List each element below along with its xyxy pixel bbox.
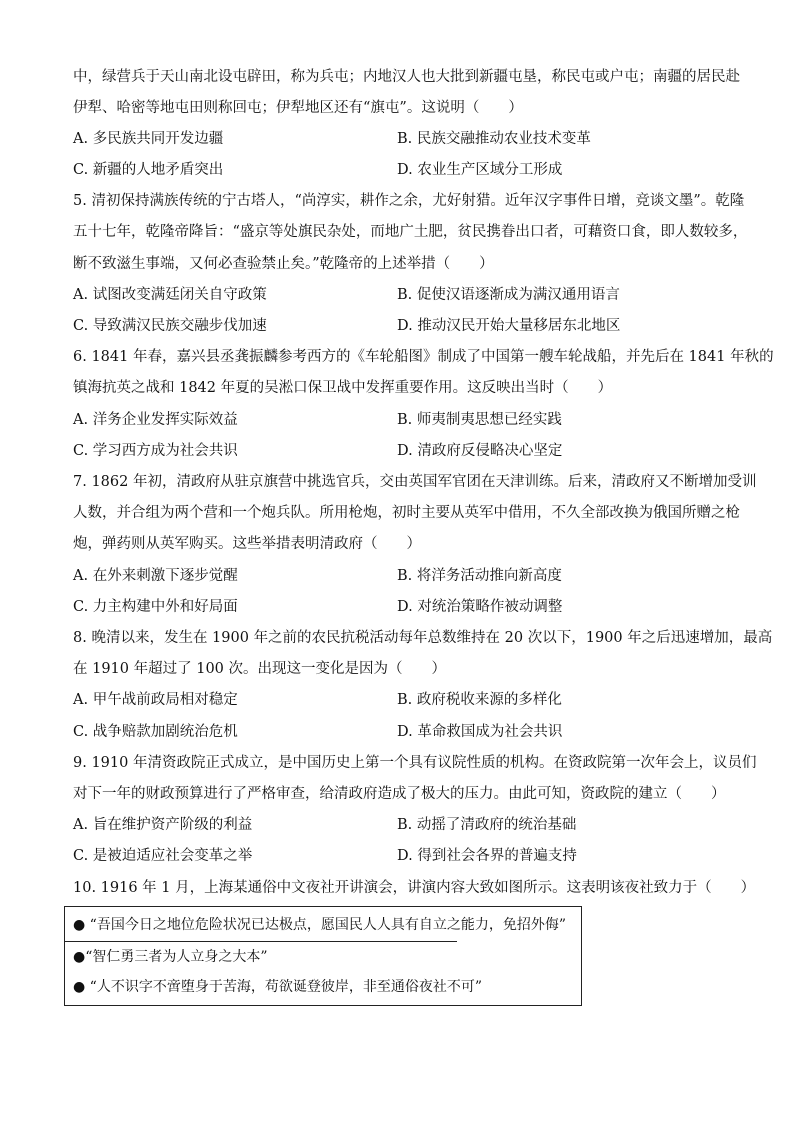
q8-option-b: B. 政府税收来源的多样化	[397, 692, 562, 708]
quote-divider	[65, 941, 457, 942]
q7-option-b: B. 将洋务活动推向新高度	[397, 568, 562, 584]
q10-quote-2: ●“智仁勇三者为人立身之大本”	[73, 949, 268, 965]
q7-option-a: A. 在外来刺激下逐步觉醒	[73, 568, 238, 584]
q4-option-b: B. 民族交融推动农业技术变革	[397, 131, 591, 147]
q8-option-a: A. 甲午战前政局相对稳定	[73, 692, 238, 708]
q6-stem-line2: 镇海抗英之战和 1842 年夏的吴淞口保卫战中发挥重要作用。这反映出当时（ ）	[73, 380, 613, 396]
q5-stem-line3: 断不致滋生事端，又何必查验禁止矣。”乾隆帝的上述举措（ ）	[73, 256, 494, 272]
q6-option-d: D. 清政府反侵略决心坚定	[397, 443, 563, 459]
q6-option-c: C. 学习西方成为社会共识	[73, 443, 238, 459]
q10-stem-line1: 10. 1916 年 1 月，上海某通俗中文夜社开讲演会，讲演内容大致如图所示。这表明该夜社致力于（ ）	[73, 880, 756, 896]
q8-option-d: D. 革命救国成为社会共识	[397, 724, 563, 740]
q7-stem-line3: 炮，弹药则从英军购买。这些举措表明清政府（ ）	[73, 536, 421, 552]
q4-stem-line2: 伊犁、哈密等地屯田则称回屯；伊犁地区还有“旗屯”。这说明（ ）	[73, 100, 523, 116]
q9-option-c: C. 是被迫适应社会变革之举	[73, 848, 253, 864]
q6-stem-line1: 6. 1841 年春，嘉兴县丞龚振麟参考西方的《车轮船图》制成了中国第一艘车轮战船，并先后在 1841 年秋的	[73, 349, 774, 365]
q4-option-c: C. 新疆的人地矛盾突出	[73, 162, 224, 178]
q7-option-c: C. 力主构建中外和好局面	[73, 599, 238, 615]
q8-option-c: C. 战争赔款加剧统治危机	[73, 724, 238, 740]
q5-stem-line1: 5. 清初保持满族传统的宁古塔人，“尚淳实，耕作之余，尤好射猎。近年汉字事件日增，竞谈文墨”。乾隆	[73, 193, 745, 209]
q4-option-d: D. 农业生产区域分工形成	[397, 162, 563, 178]
q9-option-b: B. 动摇了清政府的统治基础	[397, 817, 577, 833]
q10-quote-box	[64, 906, 582, 1006]
q6-option-b: B. 师夷制夷思想已经实践	[397, 412, 562, 428]
q9-option-a: A. 旨在维护资产阶级的利益	[73, 817, 253, 833]
q5-option-d: D. 推动汉民开始大量移居东北地区	[397, 318, 621, 334]
q5-stem-line2: 五十七年，乾隆帝降旨：“盛京等处旗民杂处，而地广土肥，贫民携眷出口者，可藉资口食，即人数较多，	[73, 224, 748, 240]
q7-stem-line1: 7. 1862 年初，清政府从驻京旗营中挑选官兵，交由英国军官团在天津训练。后来，清政府又不断增加受训	[73, 474, 757, 490]
q9-stem-line2: 对下一年的财政预算进行了严格审查，给清政府造成了极大的压力。由此可知，资政院的建立（ ）	[73, 786, 726, 802]
q8-stem-line1: 8. 晚清以来，发生在 1900 年之前的农民抗税活动每年总数维持在 20 次以下，1900 年之后迅速增加，最高	[73, 630, 773, 646]
q5-option-a: A. 试图改变满廷闭关自守政策	[73, 287, 267, 303]
q7-option-d: D. 对统治策略作被动调整	[397, 599, 563, 615]
q6-option-a: A. 洋务企业发挥实际效益	[73, 412, 238, 428]
q4-option-a: A. 多民族共同开发边疆	[73, 131, 224, 147]
q7-stem-line2: 人数，并合组为两个营和一个炮兵队。所用枪炮，初时主要从英军中借用，不久全部改换为俄国所赠之枪	[73, 505, 740, 521]
q9-option-d: D. 得到社会各界的普遍支持	[397, 848, 577, 864]
q5-option-c: C. 导致满汉民族交融步伐加速	[73, 318, 267, 334]
q10-quote-3: ● “人不识字不啻堕身于苦海，苟欲诞登彼岸，非至通俗夜社不可”	[73, 979, 482, 995]
q8-stem-line2: 在 1910 年超过了 100 次。出现这一变化是因为（ ）	[73, 661, 447, 677]
q5-option-b: B. 促使汉语逐渐成为满汉通用语言	[397, 287, 620, 303]
q4-stem-line1: 中，绿营兵于天山南北设屯辟田，称为兵屯；内地汉人也大批到新疆屯垦，称民屯或户屯；南疆的居民赴	[73, 69, 740, 85]
q10-quote-1: ● “吾国今日之地位危险状况已达极点，愿国民人人具有自立之能力，免招外侮”	[73, 917, 566, 933]
q9-stem-line1: 9. 1910 年清资政院正式成立，是中国历史上第一个具有议院性质的机构。在资政院第一次年会上，议员们	[73, 755, 757, 771]
